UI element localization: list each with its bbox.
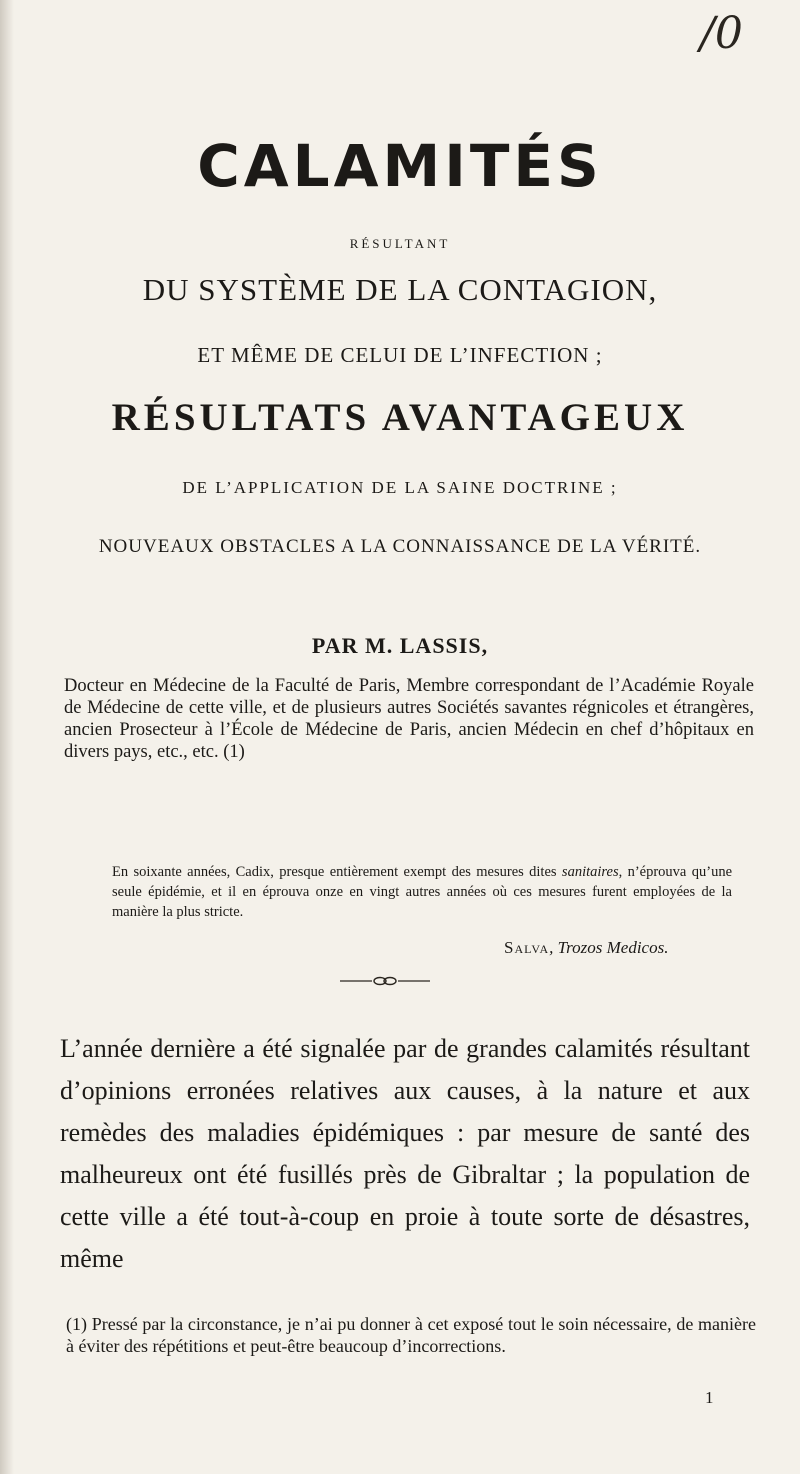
handwritten-mark: /0 — [700, 8, 743, 59]
epigraph-quote — [112, 862, 732, 922]
footnote: (1) Pressé par la circonstance, je n’ai pu donner à cet exposé tout le soin nécessaire, de manière à éviter des répétitions et peut-être beaucoup d’incorrections. — [66, 1314, 756, 1356]
subtitle-infection: ET MÊME DE CELUI DE L’INFECTION ; — [197, 343, 603, 367]
page-number: 1 — [705, 1388, 714, 1407]
epigraph-emphasis: sanitaires — [561, 864, 619, 880]
ornament-divider-icon — [340, 975, 430, 987]
page-edge-shadow — [0, 0, 14, 1474]
obstacles-line: NOUVEAUX OBSTACLES A LA CONNAISSANCE DE LA VÉRITÉ. — [98, 536, 702, 557]
author-credentials: Docteur en Médecine de la Faculté de Paris, Membre correspondant de l’Académie Royale de Médecine de cette ville, et de plusieurs autres Sociétés savantes régnicoles et étrangères, ancien Prosecteur à l’École de Médecine de Paris, ancien Médecin en chef d’hôpitaux en divers pays, etc., etc. (1) — [64, 676, 754, 762]
epigraph-source: Salva, Trozos Medicos. — [504, 938, 669, 957]
epigraph-text-end: , n’éprouva qu’une seule épidémie, et il en éprouva onze en vingt autres années où ces mesures furent employées de la manière la plus stricte. — [112, 864, 733, 920]
epigraph-source-work: Trozos Medicos. — [557, 938, 669, 957]
body-paragraph: L’année dernière a été signalée par de grandes calamités résultant d’opinions erronées relatives aux causes, à la nature et aux remèdes des maladies épidémiques : par mesure de santé des malheureux ont été fusillés près de Gibraltar ; la population de cette ville a été tout-à-coup en proie à toute sorte de désastres, même — [60, 1034, 750, 1273]
author-line: PAR M. LASSIS, — [311, 633, 489, 658]
subtitle-resultant: RÉSULTANT — [349, 236, 451, 251]
application-line: DE L’APPLICATION DE LA SAINE DOCTRINE ; — [182, 478, 618, 497]
results-heading: RÉSULTATS AVANTAGEUX — [111, 396, 689, 439]
page-title: CALAMITÉS — [197, 132, 603, 200]
subtitle-system: DU SYSTÈME DE LA CONTAGION, — [142, 272, 658, 307]
epigraph-text-start: En soixante années, Cadix, presque entièrement exempt des mesures dites — [112, 864, 562, 880]
epigraph-source-author: Salva — [504, 938, 550, 957]
